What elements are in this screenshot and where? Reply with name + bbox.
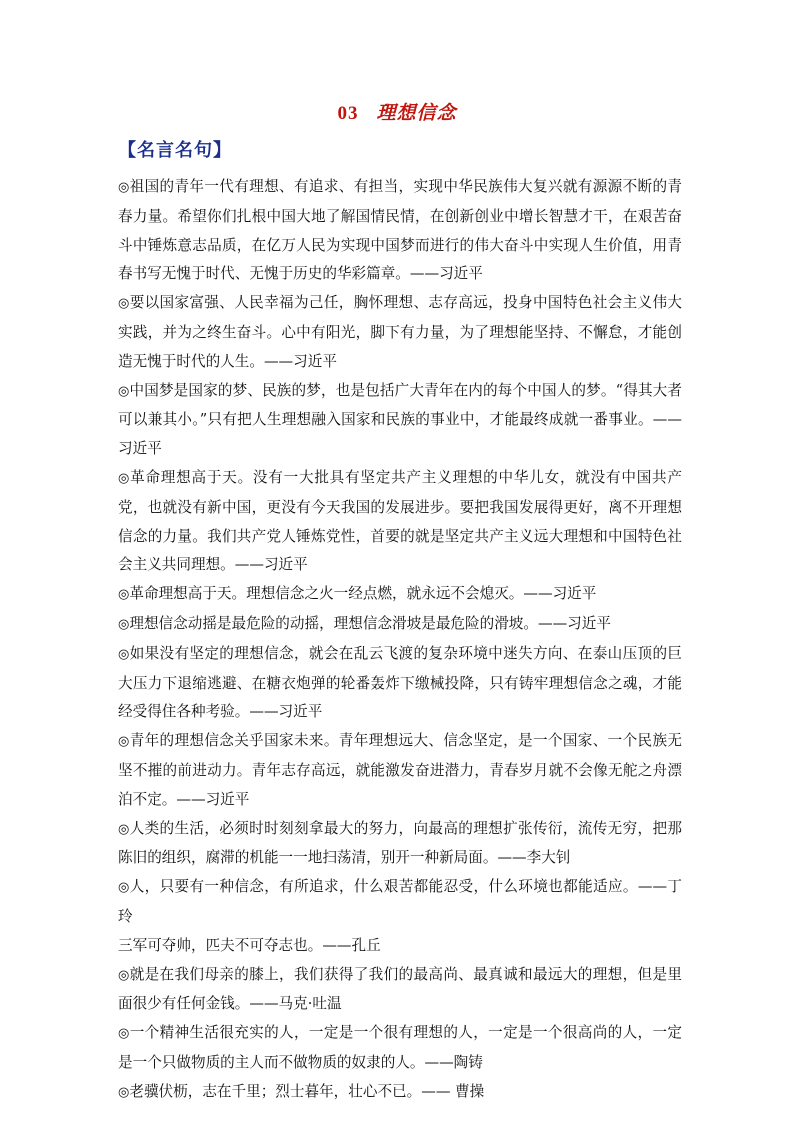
- quote-item: [118, 961, 682, 1020]
- quote-text: 理想信念动摇是最危险的动摇，理想信念滑坡是最危险的滑坡。——习近平: [129, 614, 611, 632]
- quote-text: 青年的理想信念关乎国家未来。青年理想远大、信念坚定，是一个国家、一个民族无坚不摧的前进动力。青年志存高远，就能激发奋进潜力，青春岁月就不会像无舵之舟漂泊不定。——习近平: [118, 732, 682, 808]
- quote-item: [118, 815, 682, 874]
- quote-item: [118, 464, 682, 580]
- quote-item: [118, 377, 682, 464]
- bullet-icon: ◎: [118, 1026, 130, 1042]
- quote-item: [118, 727, 682, 814]
- quote-item: [118, 1078, 682, 1108]
- quote-text: 人类的生活，必须时时刻刻拿最大的努力，向最高的理想扩张传衍，流传无穷，把那陈旧的组织，腐滞的机能一一地扫荡清，别开一种新局面。——李大钊: [118, 819, 682, 867]
- bullet-icon: ◎: [118, 967, 130, 983]
- quote-text: 中国梦是国家的梦、民族的梦，也是包括广大青年在内的每个中国人的梦。“得其大者可以兼其小。”只有把人生理想融入国家和民族的事业中，才能最终成就一番事业。——习近平: [118, 381, 682, 458]
- bullet-icon: ◎: [118, 616, 130, 632]
- bullet-icon: ◎: [118, 296, 130, 312]
- quote-text: 一个精神生活很充实的人，一定是一个很有理想的人，一定是一个很高尚的人，一定是一个只做物质的主人而不做物质的奴隶的人。——陶铸: [118, 1024, 682, 1071]
- quote-item: [118, 610, 682, 640]
- quote-text: 要以国家富强、人民幸福为己任，胸怀理想、志存高远，投身中国特色社会主义伟大实践，并为之终生奋斗。心中有阳光，脚下有力量，为了理想能坚持、不懈怠，才能创造无愧于时代的人生。——习近平: [118, 294, 682, 370]
- quote-text: 革命理想高于天。理想信念之火一经点燃，就永远不会熄灭。——习近平: [129, 585, 597, 603]
- bullet-icon: ◎: [118, 587, 130, 603]
- bullet-icon: ◎: [118, 470, 131, 486]
- quote-item: [118, 289, 682, 376]
- quote-text: 老骥伏枥，志在千里；烈士暮年，壮心不已。—— 曹操: [129, 1082, 485, 1100]
- quote-text: 祖国的青年一代有理想、有追求、有担当，实现中华民族伟大复兴就有源源不断的青春力量。希望你们扎根中国大地了解国情民情，在创新创业中增长智慧才干，在艰苦奋斗中锤炼意志品质，在亿万人民为实现中国梦而进行的伟大奋斗中实现人生价值，用青春书写无愧于时代、无愧于历史的华彩篇章。——习近平: [118, 178, 682, 283]
- quote-item: [118, 873, 682, 932]
- bullet-icon: ◎: [118, 734, 130, 750]
- quote-item: [118, 173, 682, 289]
- bullet-icon: ◎: [118, 383, 130, 399]
- quote-item-plain: [118, 932, 682, 961]
- quote-item: [118, 1019, 682, 1078]
- bullet-icon: ◎: [118, 646, 130, 662]
- quotes-list: [118, 173, 682, 1108]
- bullet-icon: ◎: [118, 880, 130, 896]
- quote-text: 人，只要有一种信念，有所追求，什么艰苦都能忍受，什么环境也都能适应。——丁玲: [118, 878, 682, 925]
- quote-text: 就是在我们母亲的膝上，我们获得了我们的最高尚、最真诚和最远大的理想，但是里面很少有任何金钱。——马克·吐温: [118, 965, 682, 1013]
- quote-text: 如果没有坚定的理想信念，就会在乱云飞渡的复杂环境中迷失方向、在泰山压顶的巨大压力下退缩逃避、在糖衣炮弹的轮番轰炸下缴械投降，只有铸牢理想信念之魂，才能经受得住各种考验。——习近平: [118, 644, 682, 721]
- quote-text: 革命理想高于天。没有一大批具有坚定共产主义理想的中华儿女，就没有中国共产党，也就没有新中国，更没有今天我国的发展进步。要把我国发展得更好，离不开理想信念的力量。我们共产党人锤炼党性，首要的就是坚定共产主义远大理想和中国特色社会主义共同理想。——习近平: [118, 468, 682, 574]
- bullet-icon: ◎: [118, 1084, 130, 1100]
- page-title: [0, 98, 794, 125]
- bullet-icon: ◎: [118, 821, 130, 837]
- quote-text: 三军可夺帅，匹夫不可夺志也。——孔丘: [118, 936, 381, 954]
- bullet-icon: ◎: [118, 180, 130, 195]
- section-heading: 【名言名句】: [118, 140, 232, 161]
- title-text: 理想信念: [376, 102, 457, 124]
- quote-item: [118, 640, 682, 727]
- quote-item: [118, 580, 682, 610]
- title-number: 03: [337, 103, 359, 124]
